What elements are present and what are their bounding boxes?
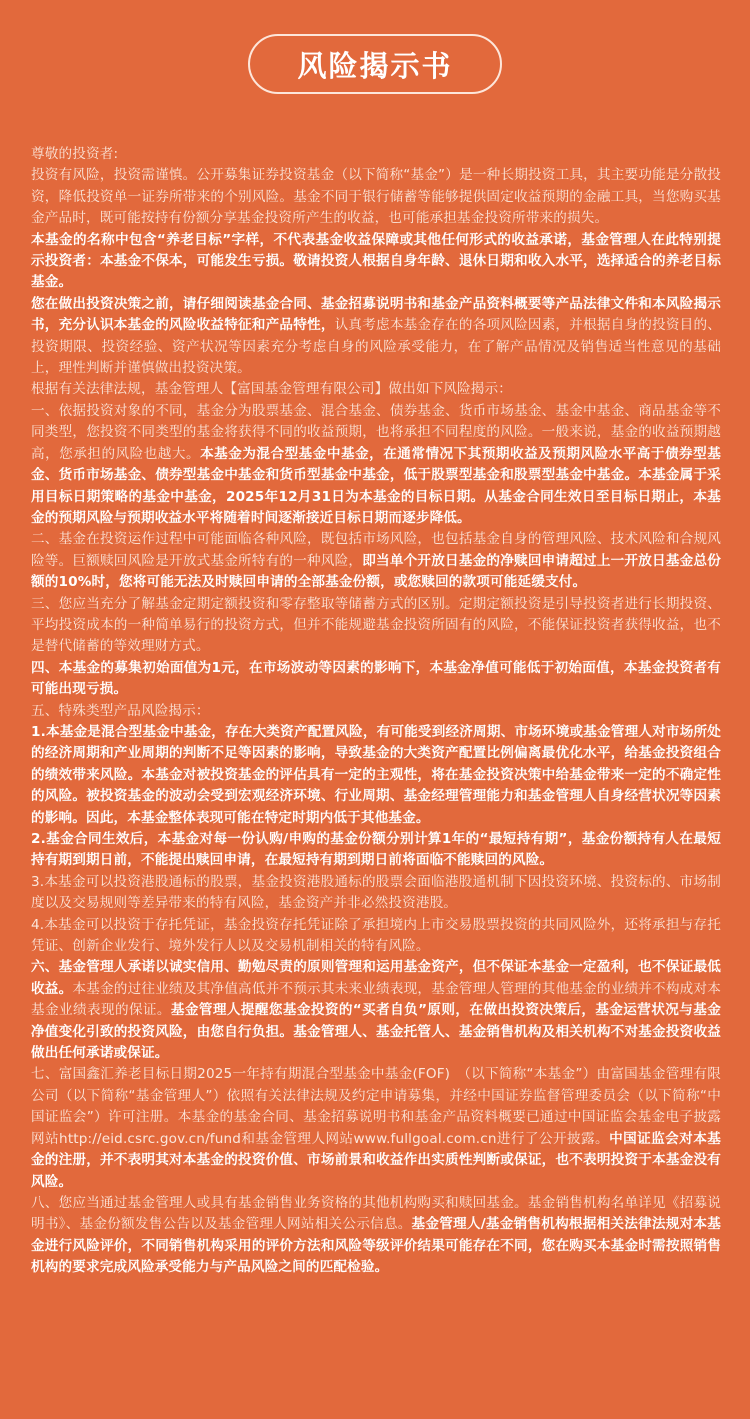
disclosure-paragraph xyxy=(31,379,721,400)
body-text: 七、富国鑫汇养老目标日期2025一年持有期混合型基金中基金(FOF) （以下简称“本基金”）由富国基金管理有限公司（以下简称“基金管理人”）依照有关法律法规及约定申请募集，并经中国证券监督管理委员会（以下简称“中国证监会”）许可注册。本基金的基金合同、基金招募说明书和基金产品资料概要已通过中国证监会基金电子披露网站http://eid.csrc.gov.cn/fund和基金管理人网站www.fullgoal.com.cn进行了公开披露。 xyxy=(31,1066,721,1147)
disclosure-paragraph xyxy=(31,872,721,915)
disclosure-paragraph xyxy=(31,915,721,958)
emphasized-text: 2.基金合同生效后，本基金对每一份认购/申购的基金份额分别计算1年的“最短持有期”，基金份额持有人在最短持有期到期日前，不能提出赎回申请，在最短持有期到期日前将面临不能赎回的风险。 xyxy=(31,831,721,869)
emphasized-text: 1.本基金是混合型基金中基金，存在大类资产配置风险，有可能受到经济周期、市场环境或基金管理人对市场所处的经济周期和产业周期的判断不足等因素的影响，导致基金的大类资产配置比例偏离最优化水平，给基金投资组合的绩效带来风险。本基金对被投资基金的评估具有一定的主观性，将在基金投资决策中给基金带来一定的不确定性的风险。被投资基金的波动会受到宏观经济环境、行业周期、基金经理管理能力和基金管理人自身经营状况等因素的影响。因此，本基金整体表现可能在特定时期内低于其他基金。 xyxy=(31,723,721,826)
emphasized-text: 您在做出投资决策之前，请仔细阅读基金合同、基金招募说明书和基金产品资料概要等产品法律文件和本风险揭示书，充分认识本基金的风险收益特征和产品特性， xyxy=(31,295,721,334)
disclosure-paragraph xyxy=(31,529,721,593)
disclosure-paragraph xyxy=(31,829,721,872)
emphasized-text: 基金管理人/基金销售机构根据相关法律法规对本基金进行风险评价，不同销售机构采用的评价方法和风险等级评价结果可能存在不同，您在购买本基金时需按照销售机构的要求完成风险承受能力与产品风险之间的匹配检验。 xyxy=(31,1216,721,1276)
body-text: 五、特殊类型产品风险揭示： xyxy=(31,702,210,719)
emphasized-text: 四、本基金的募集初始面值为1元，在市场波动等因素的影响下，本基金净值可能低于初始面值，本基金投资者有可能出现亏损。 xyxy=(31,659,721,698)
body-text: 认真考虑本基金存在的各项风险因素，并根据自身的投资目的、投资期限、投资经验、资产状况等因素充分考虑自身的风险承受能力，在了解产品情况及销售适当性意见的基础上，理性判断并谨慎做出投资决策。 xyxy=(31,317,721,377)
body-text: 本基金的过往业绩及其净值高低并不预示其未来业绩表现，基金管理人管理的其他基金的业绩并不构成对本基金业绩表现的保证。 xyxy=(31,980,721,1019)
disclosure-paragraph xyxy=(31,230,721,294)
emphasized-text: 六、基金管理人承诺以诚实信用、勤勉尽责的原则管理和运用基金资产，但不保证本基金一定盈利，也不保证最低收益。 xyxy=(31,959,721,997)
disclosure-paragraph xyxy=(31,1064,721,1192)
emphasized-text: 本基金的名称中包含“养老目标”字样，不代表基金收益保障或其他任何形式的收益承诺，基金管理人在此特别提示投资者：本基金不保本，可能发生亏损。敬请投资人根据自身年龄、退休日期和收入水平，选择适合的养老目标基金。 xyxy=(31,231,721,291)
emphasized-text: 即当单个开放日基金的净赎回申请超过上一开放日基金总份额的10%时，您将可能无法及时赎回申请的全部基金份额，或您赎回的款项可能延缓支付。 xyxy=(31,552,721,591)
title-area xyxy=(0,34,750,94)
body-text: 二、基金在投资运作过程中可能面临各种风险，既包括市场风险，也包括基金自身的管理风险、技术风险和合规风险等。巨额赎回风险是开放式基金所特有的一种风险， xyxy=(31,531,721,569)
body-text: 3.本基金可以投资港股通标的股票，基金投资港股通标的股票会面临港股通机制下因投资环境、投资标的、市场制度以及交易规则等差异带来的特有风险，基金资产并非必然投资港股。 xyxy=(31,873,721,912)
disclosure-paragraph xyxy=(31,401,721,529)
disclosure-paragraph xyxy=(31,658,721,701)
body-text: 三、您应当充分了解基金定期定额投资和零存整取等储蓄方式的区别。定期定额投资是引导投资者进行长期投资、平均投资成本的一种简单易行的投资方式，但并不能规避基金投资所固有的风险，不能保证投资者获得收益，也不是替代储蓄的等效理财方式。 xyxy=(31,595,721,655)
disclosure-paragraph xyxy=(31,1193,721,1279)
body-text: 4.本基金可以投资于存托凭证，基金投资存托凭证除了承担境内上市交易股票投资的共同风险外，还将承担与存托凭证、创新企业发行、境外发行人以及交易机制相关的特有风险。 xyxy=(31,916,721,955)
body-text: 尊敬的投资者: xyxy=(31,146,119,162)
emphasized-text: 中国证监会对本基金的注册，并不表明其对本基金的投资价值、市场前景和收益作出实质性判断或保证，也不表明投资于本基金没有风险。 xyxy=(31,1130,722,1190)
body-text: 一、依据投资对象的不同，基金分为股票基金、混合基金、债券基金、货币市场基金、基金中基金、商品基金等不同类型，您投资不同类型的基金将获得不同的收益预期，也将承担不同程度的风险。一般来说，基金的收益预期越高，您承担的风险也越大。 xyxy=(31,402,721,462)
disclosure-paragraph xyxy=(31,594,721,658)
disclosure-paragraph xyxy=(31,722,721,829)
disclosure-paragraph xyxy=(31,294,721,380)
body-text: 投资有风险，投资需谨慎。公开募集证券投资基金（以下简称“基金”）是一种长期投资工具，其主要功能是分散投资，降低投资单一证券所带来的个别风险。基金不同于银行储蓄等能够提供固定收益预期的金融工具，当您购买基金产品时，既可能按持有份额分享基金投资所产生的收益，也可能承担基金投资所带来的损失。 xyxy=(31,167,721,227)
page-title: 风险揭示书 xyxy=(248,34,502,94)
disclosure-paragraph xyxy=(31,701,721,722)
disclosure-paragraph xyxy=(31,144,721,165)
disclosure-paragraph xyxy=(31,165,721,229)
disclosure-paragraph xyxy=(31,957,721,1064)
body-text: 八、您应当通过基金管理人或具有基金销售业务资格的其他机构购买和赎回基金。基金销售机构名单详见《招募说明书》、基金份额发售公告以及基金管理人网站相关公示信息。 xyxy=(31,1194,721,1233)
risk-disclosure-body xyxy=(31,144,721,1279)
body-text: 根据有关法律法规，基金管理人【富国基金管理有限公司】做出如下风险揭示： xyxy=(31,381,513,398)
emphasized-text: 本基金为混合型基金中基金，在通常情况下其预期收益及预期风险水平高于债券型基金、货币市场基金、债券型基金中基金和货币型基金中基金，低于股票型基金和股票型基金中基金。本基金属于采用目标日期策略的基金中基金，2025年12月31日为本基金的目标日期。从基金合同生效日至目标日期止，本基金的预期风险与预期收益水平将随着时间逐渐接近目标日期而逐步降低。 xyxy=(31,445,721,526)
emphasized-text: 基金管理人提醒您基金投资的“买者自负”原则，在做出投资决策后，基金运营状况与基金净值变化引致的投资风险，由您自行负担。基金管理人、基金托管人、基金销售机构及相关机构不对基金投资收益做出任何承诺或保证。 xyxy=(31,1002,722,1062)
